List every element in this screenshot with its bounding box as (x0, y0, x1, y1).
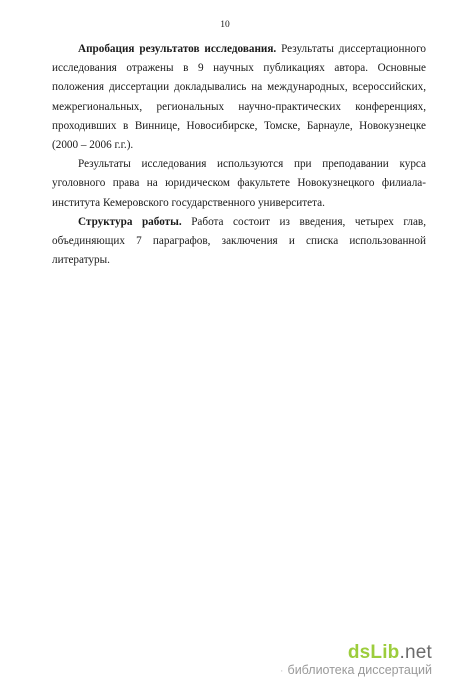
watermark-subtitle-text: библиотека диссертаций (287, 663, 432, 677)
paragraph-usage (52, 155, 426, 213)
paragraph-text: Результаты исследования используются при преподавании курса уголовного права на юридическом факультете Новокузнецкого филиала-института Кемеровского государственного университета. (52, 158, 426, 209)
paragraph-text: Работа состоит из введения, четырех глав, объединяющих 7 параграфов, заключения и списка использованной литературы. (52, 215, 427, 267)
watermark-dot-icon: · (279, 665, 284, 677)
paragraph-lead: Апробация результатов исследования. (78, 43, 277, 55)
paragraph-lead: Структура работы. (78, 215, 182, 228)
paragraph-text: Результаты диссертационного исследования отражены в 9 научных публикациях автора. Основные положения диссертации докладывались на международных, всероссийских, межрегиональных, региональных научно-практических конференциях, проходивших в Виннице, Новосибирске, Томске, Барнауле, Новокузнецке (2000 – 2006 г.г.). (52, 43, 426, 152)
watermark-logo (280, 642, 432, 663)
watermark-subtitle (280, 663, 432, 679)
watermark-logo-main: dsLib (347, 642, 400, 663)
paragraph-approbation (52, 40, 426, 155)
page-number: 10 (220, 20, 230, 30)
document-body (52, 40, 426, 270)
watermark-logo-tld: .net (399, 642, 432, 663)
watermark (280, 642, 432, 679)
paragraph-structure (52, 213, 426, 271)
